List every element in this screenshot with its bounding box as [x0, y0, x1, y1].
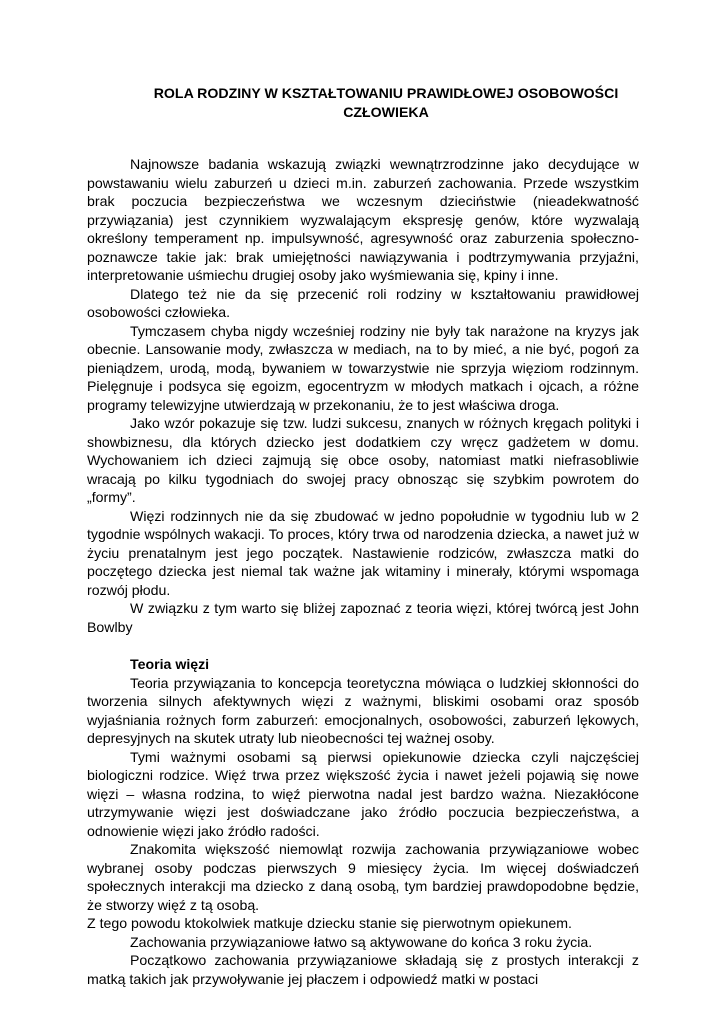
paragraph: Więzi rodzinnych nie da się zbudować w jedno popołudnie w tygodniu lub w 2 tygodnie wspólnych wakacji. To proces, który trwa od narodzenia dziecka, a nawet już w życiu prenatalnym jest jego początek. Nastawienie rodziców, zwłaszcza matki do poczętego dziecka jest niemal tak ważne jak witaminy i minerały, którymi wspomaga rozwój płodu.: [87, 507, 639, 598]
paragraph: Jako wzór pokazuje się tzw. ludzi sukcesu, znanych w różnych kręgach polityki i showbiznesu, dla których dziecko jest dodatkiem czy wręcz gadżetem w domu. Wychowaniem ich dzieci zajmują się obce osoby, natomiast matki niefrasobliwie wracają po kilku tygodniach do swojej pracy obnosząc się szybkim powrotem do „formy”.: [87, 415, 639, 505]
title-line-1: ROLA RODZINY W KSZTAŁTOWANIU PRAWIDŁOWEJ OSOBOWOŚCI: [153, 85, 619, 101]
paragraph: Dlatego też nie da się przecenić roli rodziny w kształtowaniu prawidłowej osobowości człowieka.: [87, 285, 639, 320]
paragraph: Teoria przywiązania to koncepcja teoretyczna mówiąca o ludzkiej skłonności do tworzenia silnych afektywnych więzi z ważnymi, bliskimi osobami oraz sposób wyjaśniania rożnych form zaburzeń: emocjonalnych, osobowości, zaburzeń lękowych, depresyjnych na skutek utraty lub nieobecności tej ważnej osoby.: [87, 674, 639, 746]
paragraph: Znakomita większość niemowląt rozwija zachowania przywiązaniowe wobec wybranej osoby podczas pierwszych 9 miesięcy życia. Im więcej doświadczeń społecznych interakcji ma dziecko z daną osobą, tym bardziej prawdopodobne będzie, że stworzy więź z tą osobą.: [87, 841, 639, 913]
paragraph: Najnowsze badania wskazują związki wewnątrzrodzinne jako decydujące w powstawaniu wielu zaburzeń u dzieci m.in. zaburzeń zachowania. Przede wszystkim brak poczucia bezpieczeństwa we wczesnym dzieciństwie (nieadekwatność przywiązania) jest czynnikiem wyzwalającym ekspresję genów, które wyzwalają określony temperament np. impulsywność, agresywność oraz zaburzenia społeczno-poznawcze takie jak: brak umiejętności nawiązywania i podtrzymywania przyjaźni, interpretowanie uśmiechu drugiej osoby jako wyśmiewania się, kpiny i inne.: [87, 156, 639, 283]
document-page: [87, 84, 639, 988]
paragraph: W związku z tym warto się bliżej zapoznać z teoria więzi, której twórcą jest John Bowlby: [87, 600, 639, 635]
paragraph: Zachowania przywiązaniowe łatwo są aktywowane do końca 3 roku życia.: [130, 933, 593, 950]
paragraph: Tymi ważnymi osobami są pierwsi opiekunowie dziecka czyli najczęściej biologiczni rodzice. Więź trwa przez większość życia i nawet jeżeli pojawią się nowe więzi – własna rodzina, to więź pierwotna nadal jest bardzo ważna. Niezakłócone utrzymywanie więzi jest doświadczane jako źródło poczucia bezpieczeństwa, a odnowienie więzi jako źródło radości.: [87, 748, 639, 839]
paragraph: Początkowo zachowania przywiązaniowe składają się z prostych interakcji z matką takich jak przywoływanie jej płaczem i odpowiedź matki w postaci: [87, 952, 639, 987]
document-title: [133, 84, 639, 121]
paragraph: Z tego powodu ktokolwiek matkuje dziecku stanie się pierwotnym opiekunem.: [87, 915, 572, 931]
section-heading: Teoria więzi: [130, 656, 210, 672]
title-line-2: CZŁOWIEKA: [343, 103, 429, 120]
paragraph: Tymczasem chyba nigdy wcześniej rodziny nie były tak narażone na kryzys jak obecnie. Lansowanie mody, zwłaszcza w mediach, na to by mieć, a nie być, pogoń za pieniądzem, urodą, modą, bywaniem w towarzystwie nie sprzyja więziom rodzinnym. Pielęgnuje i podsyca się egoizm, egocentryzm w młodych matkach i ojcach, a różne programy telewizyjne utwierdzają w przekonaniu, że to jest właściwa droga.: [87, 322, 639, 413]
